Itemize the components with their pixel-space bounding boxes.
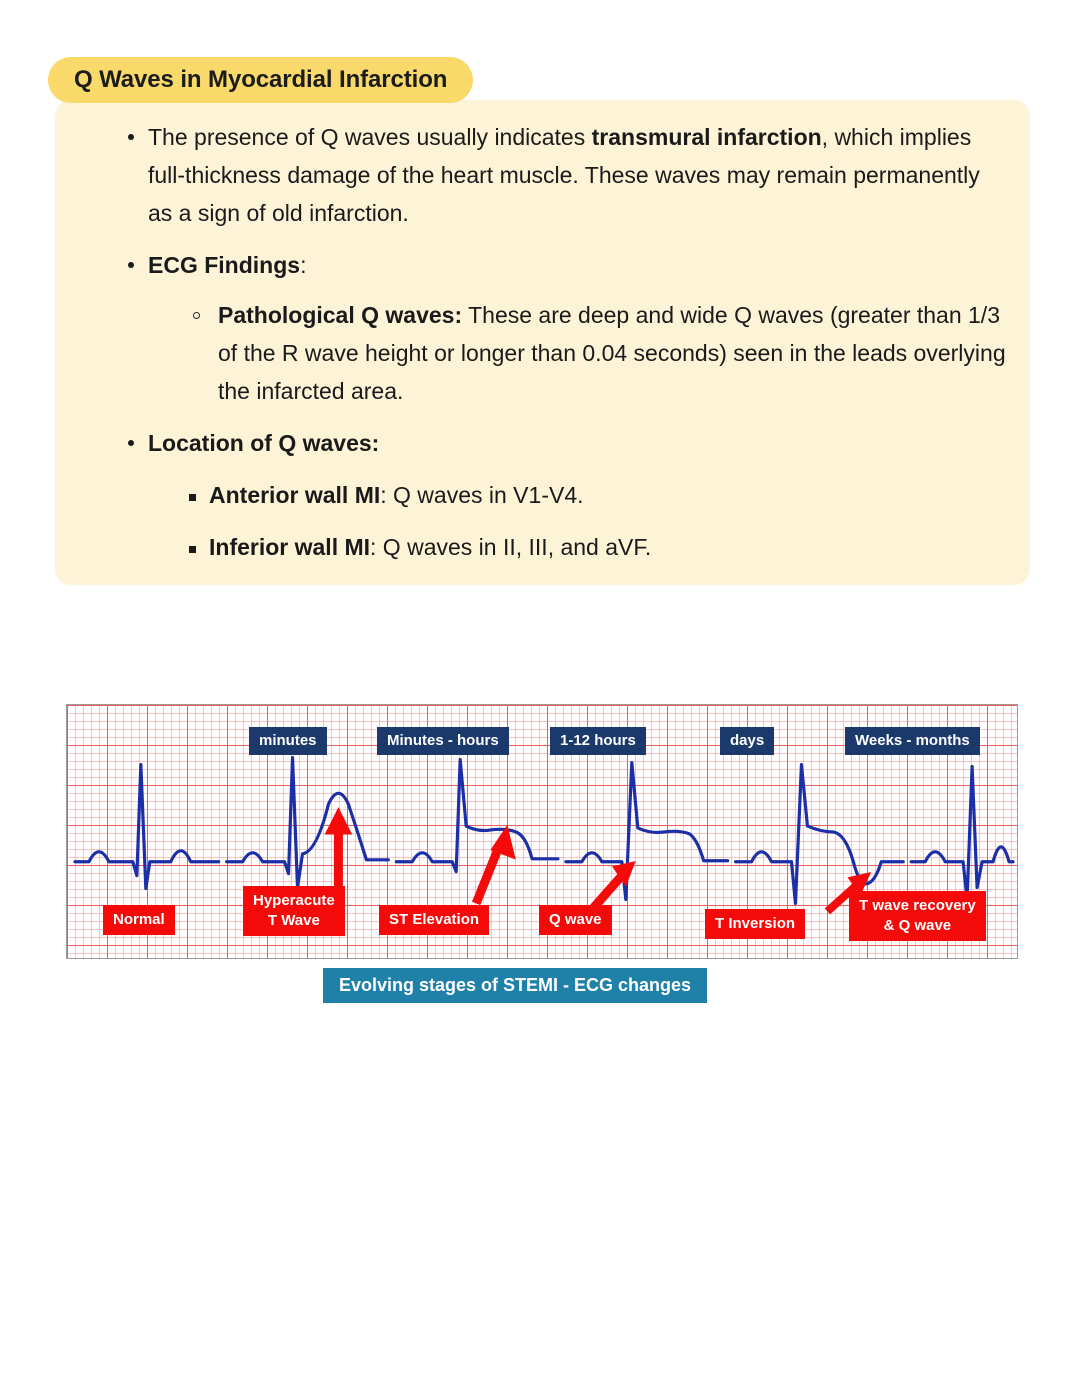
- stage-time-label-days: days: [720, 727, 774, 755]
- bullet-dot-icon: [128, 440, 134, 446]
- content-card: [55, 100, 1030, 585]
- ecg-trace-q-wave: [566, 763, 728, 900]
- list-item: [55, 424, 1010, 566]
- arrow-q-wave: [593, 862, 635, 909]
- ecg-trace-t-inversion: [736, 765, 904, 904]
- finding-label-line2: & Q wave: [883, 917, 952, 934]
- bullet-text-bold: Location of Q waves:: [148, 430, 380, 456]
- ecg-trace-t-recovery-q-wave: [911, 767, 1013, 900]
- bullet-circle-icon: [193, 312, 200, 319]
- bullet-text: : Q waves in II, III, and aVF.: [370, 534, 652, 560]
- ecg-figure-caption: Evolving stages of STEMI - ECG changes: [323, 968, 707, 1003]
- annotation-arrows: [325, 808, 870, 911]
- bullet-text-bold: Anterior wall MI: [209, 482, 381, 508]
- finding-label-hyperacute-t-wave: [243, 886, 345, 936]
- list-item: [148, 476, 1010, 514]
- finding-label-line2: T Wave: [267, 912, 320, 929]
- bullet-list-level2: [148, 296, 1010, 410]
- bullet-list-level3: [148, 476, 1010, 566]
- bullet-square-icon: [189, 494, 196, 501]
- stage-time-label-1-12-hours: 1-12 hours: [550, 727, 646, 755]
- bullet-text: The presence of Q waves usually indicates: [148, 124, 592, 150]
- arrow-st-elevation: [476, 826, 515, 903]
- page-title-pill: [48, 57, 473, 103]
- bullet-text-bold: Inferior wall MI: [209, 534, 371, 560]
- list-item: [55, 246, 1010, 410]
- finding-label-t-wave-recovery: [849, 891, 986, 941]
- stage-time-label-weeks-months: Weeks - months: [845, 727, 980, 755]
- bullet-dot-icon: [128, 262, 134, 268]
- bullet-text-bold: ECG Findings: [148, 252, 301, 278]
- finding-label-line1: T wave recovery: [859, 897, 976, 914]
- finding-label-line1: Hyperacute: [253, 892, 335, 909]
- list-item: [148, 528, 1010, 566]
- bullet-text: These are deep and wide Q waves (greater than 1/3 of the R wave height or longer than 0.04 seconds) seen in the leads overlying the infarcted area.: [218, 302, 1006, 404]
- list-item: [148, 296, 1010, 410]
- bullet-text: :: [300, 252, 307, 278]
- bullet-dot-icon: [128, 134, 134, 140]
- bullet-text: : Q waves in V1-V4.: [380, 482, 584, 508]
- stage-time-label-minutes-hours: Minutes - hours: [377, 727, 509, 755]
- ecg-trace-st-elevation: [396, 760, 558, 872]
- bullet-text: , which implies full-thickness damage of the heart muscle. These waves may remain permanently as a sign of old infarction.: [148, 124, 980, 226]
- bullet-square-icon: [189, 546, 196, 553]
- finding-label-t-inversion: T Inversion: [705, 909, 805, 939]
- list-item: [55, 118, 1010, 232]
- stage-time-label-minutes: minutes: [249, 727, 327, 755]
- ecg-trace-hyperacute-t: [227, 758, 389, 888]
- bullet-list-level1: [55, 118, 1010, 566]
- ecg-figure: [66, 704, 1018, 959]
- finding-label-normal: Normal: [103, 905, 175, 935]
- bullet-text-bold: Pathological Q waves:: [218, 302, 463, 328]
- page-title: Q Waves in Myocardial Infarction: [74, 66, 448, 93]
- ecg-trace-normal: [75, 765, 219, 889]
- finding-label-q-wave: Q wave: [539, 905, 612, 935]
- finding-label-st-elevation: ST Elevation: [379, 905, 489, 935]
- bullet-text-bold: transmural infarction: [591, 124, 822, 150]
